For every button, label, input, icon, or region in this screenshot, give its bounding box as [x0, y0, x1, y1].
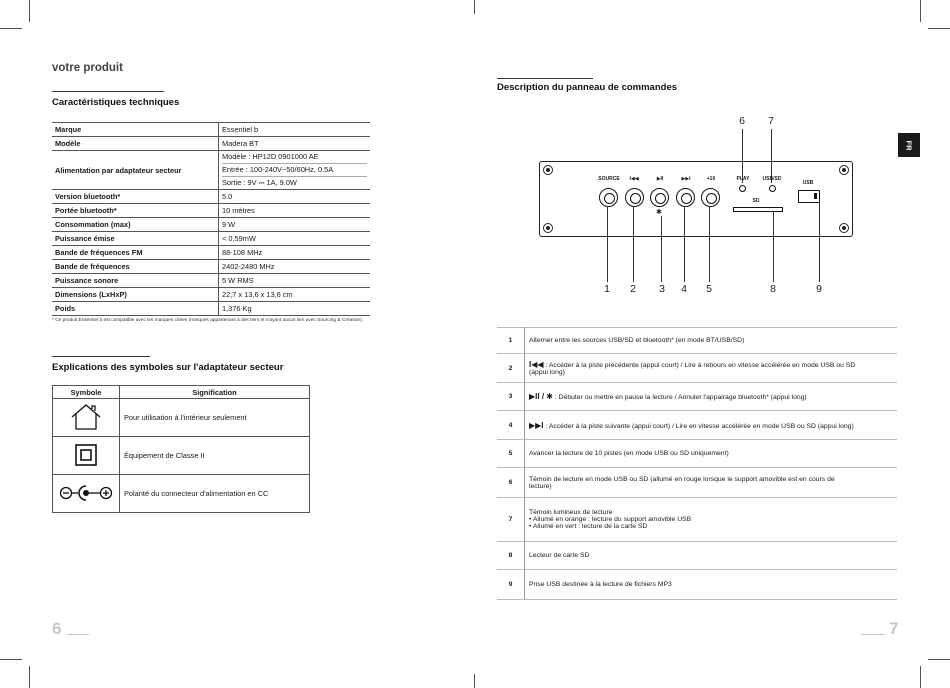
table-row — [52, 260, 370, 274]
bluetooth-icon: ✱ — [656, 209, 662, 216]
specs-table — [52, 122, 370, 316]
usbsd-led — [769, 185, 776, 192]
screw-icon — [839, 165, 849, 175]
usb-port-inner — [814, 193, 817, 199]
next-icon: ▶▶I — [529, 420, 544, 430]
spec-subvalue: Entrée : 100-240V~50/60Hz, 0.5A — [222, 164, 367, 177]
spec-key: Version bluetooth* — [52, 190, 219, 204]
spec-value: 22,7 x 13,6 x 13,6 cm — [219, 288, 371, 302]
crop-mark — [29, 666, 30, 688]
spec-key: Bande de fréquences — [52, 260, 219, 274]
footnote: * Ce produit Essentiel b est compatible avec les marques citées (marques appartenant à des tiers et n'ayant aucun lien avec Sourcing & Création). — [52, 318, 364, 323]
table-row — [497, 440, 897, 468]
specs-heading: Caractéristiques techniques — [52, 97, 180, 108]
table-row — [497, 468, 897, 498]
table-row — [52, 204, 370, 218]
symbols-heading: Explications des symboles sur l'adaptateur secteur — [52, 362, 284, 373]
description-text: lecture) — [529, 482, 552, 490]
row-description — [525, 354, 898, 383]
crop-mark — [474, 674, 475, 688]
screw-icon — [543, 165, 553, 175]
polarity-icon — [53, 475, 120, 513]
play-pause-icon: ▶II / ✱ — [529, 392, 553, 401]
description-text: • Allumé en orange : lecture du support amovible USB — [529, 516, 692, 523]
row-description — [525, 498, 898, 542]
spec-value: 9 W — [219, 218, 371, 232]
callout-1: 1 — [604, 283, 610, 295]
page-number-rule — [861, 634, 885, 635]
table-row — [497, 411, 897, 440]
leader-line — [684, 206, 685, 282]
callout-5: 5 — [706, 283, 712, 295]
play-led-label: PLAY — [736, 176, 750, 182]
row-description: Alterner entre les sources USB/SD et bluetooth* (en mode BT/USB/SD) — [525, 328, 898, 354]
symbols-table — [52, 385, 310, 513]
plus10-label: +10 — [706, 176, 716, 182]
table-header — [53, 386, 310, 399]
leader-line — [819, 201, 820, 282]
table-row — [497, 354, 897, 383]
row-number: 2 — [497, 354, 525, 383]
spec-value: 1,376 Kg — [219, 302, 371, 316]
spec-key: Consommation (max) — [52, 218, 219, 232]
spec-value: < 0,59mW — [219, 232, 371, 246]
table-row — [52, 232, 370, 246]
prev-label: I◀◀ — [629, 176, 639, 182]
play-pause-label: ▶II — [656, 176, 664, 182]
crop-mark — [928, 659, 950, 660]
table-row — [497, 570, 897, 600]
row-number: 4 — [497, 411, 525, 440]
crop-mark — [920, 0, 921, 22]
controls-description-table — [497, 327, 897, 600]
table-row — [497, 383, 897, 411]
callout-6: 6 — [739, 115, 745, 127]
crop-mark — [0, 659, 22, 660]
table-row — [52, 137, 370, 151]
play-pause-button[interactable] — [650, 188, 669, 207]
spec-value: Madera BT — [219, 137, 371, 151]
description-text: (appui long) — [529, 369, 565, 376]
play-led — [739, 185, 746, 192]
spec-key: Modèle — [52, 137, 219, 151]
callout-8: 8 — [770, 283, 776, 295]
prev-icon: I◀◀ — [529, 360, 544, 369]
spec-key: Alimentation par adaptateur secteur — [52, 151, 219, 190]
divider — [497, 78, 593, 79]
row-number: 8 — [497, 542, 525, 570]
column-header: Symbole — [53, 386, 120, 399]
description-text: : Accéder à la piste précédente (appui court) / Lire à rebours en vitesse accélérée en mode USB ou SD — [543, 362, 856, 369]
language-tab: FR — [898, 133, 920, 157]
spec-key: Dimensions (LxHxP) — [52, 288, 219, 302]
spec-value: 10 mètres — [219, 204, 371, 218]
leader-line — [773, 211, 774, 282]
row-number: 3 — [497, 383, 525, 411]
sd-card-slot[interactable] — [733, 207, 783, 212]
panel-heading: Description du panneau de commandes — [497, 82, 678, 93]
crop-mark — [0, 28, 22, 29]
table-row — [497, 498, 897, 542]
spec-subvalue: Modèle : HP12D 0901000 AE — [222, 151, 367, 164]
spec-key: Bande de fréquences FM — [52, 246, 219, 260]
description-text: Témoin de lecture en mode USB ou SD (allumé en rouge lorsque le support amovible est en cours de — [529, 475, 835, 483]
table-row — [53, 437, 310, 475]
plus10-button[interactable] — [701, 188, 720, 207]
screw-icon — [543, 223, 553, 233]
page-number: 6 — [52, 619, 62, 638]
row-description: Prise USB destinée à la lecture de fichiers MP3 — [525, 570, 898, 600]
row-number: 9 — [497, 570, 525, 600]
spec-value: 5.0 — [219, 190, 371, 204]
table-row — [52, 151, 370, 190]
prev-button[interactable] — [625, 188, 644, 207]
leader-line — [607, 206, 608, 282]
table-row — [52, 190, 370, 204]
table-row — [497, 542, 897, 570]
control-panel — [539, 161, 853, 237]
table-row — [52, 302, 370, 316]
next-button[interactable] — [676, 188, 695, 207]
house-icon — [53, 399, 120, 437]
description-text: Témoin lumineux de lecture — [529, 509, 613, 516]
description-text: • Allumé en vert : lecture de la carte SD — [529, 523, 648, 530]
usb-label: USB — [802, 180, 814, 186]
symbol-meaning: Pour utilisation à l'intérieur seulement — [120, 399, 310, 437]
spec-value: 5 W RMS — [219, 274, 371, 288]
table-row — [53, 475, 310, 513]
crop-mark — [920, 666, 921, 688]
callout-2: 2 — [630, 283, 636, 295]
divider — [52, 91, 164, 92]
leader-line — [633, 206, 634, 282]
section-title: votre produit — [52, 62, 123, 74]
spec-value — [219, 151, 371, 190]
table-row — [52, 274, 370, 288]
table-row — [52, 246, 370, 260]
leader-line — [661, 216, 662, 282]
table-row — [52, 123, 370, 137]
spec-key: Puissance sonore — [52, 274, 219, 288]
symbol-meaning: Polarité du connecteur d'alimentation en CC — [120, 475, 310, 513]
table-row — [497, 328, 897, 354]
spec-key: Puissance émise — [52, 232, 219, 246]
page-number: 7 — [889, 619, 899, 638]
crop-mark — [928, 28, 950, 29]
row-number: 5 — [497, 440, 525, 468]
leader-line — [709, 206, 710, 282]
crop-mark — [474, 0, 475, 14]
screw-icon — [839, 223, 849, 233]
source-button[interactable] — [599, 188, 618, 207]
row-description — [525, 468, 898, 498]
spec-key: Portée bluetooth* — [52, 204, 219, 218]
row-description — [525, 383, 898, 411]
table-row — [52, 218, 370, 232]
callout-4: 4 — [681, 283, 687, 295]
row-number: 6 — [497, 468, 525, 498]
row-description: Lecteur de carte SD — [525, 542, 898, 570]
crop-mark — [29, 0, 30, 22]
spec-key: Marque — [52, 123, 219, 137]
callout-9: 9 — [816, 283, 822, 295]
divider — [52, 356, 150, 357]
row-description: Avancer la lecture de 10 pistes (en mode USB ou SD uniquement) — [525, 440, 898, 468]
double-square-icon — [53, 437, 120, 475]
next-label: ▶▶I — [681, 176, 691, 182]
spec-key: Poids — [52, 302, 219, 316]
spec-subvalue: Sortie : 9V ⎓ 1A, 9.0W — [222, 178, 297, 187]
description-text: : Accéder à la piste suivante (appui court) / Lire en vitesse accélérée en mode USB ou SD (appui long) — [543, 422, 854, 430]
table-row — [53, 399, 310, 437]
spec-value: 88-108 MHz — [219, 246, 371, 260]
callout-7: 7 — [768, 115, 774, 127]
row-description — [525, 411, 898, 440]
symbol-meaning: Équipement de Classe II — [120, 437, 310, 475]
spec-value: 2402-2480 MHz — [219, 260, 371, 274]
description-text: : Débuter ou mettre en pause la lecture / Annuler l'appairage bluetooth* (appui long) — [552, 394, 807, 401]
sd-label: SD — [752, 198, 760, 204]
page-number-rule — [67, 634, 89, 635]
row-number: 1 — [497, 328, 525, 354]
table-row — [52, 288, 370, 302]
column-header: Signification — [120, 386, 310, 399]
source-label: SOURCE — [598, 176, 620, 182]
callout-3: 3 — [659, 283, 665, 295]
spec-value: Essentiel b — [219, 123, 371, 137]
row-number: 7 — [497, 498, 525, 542]
usbsd-led-label: USB/SD — [762, 176, 782, 182]
